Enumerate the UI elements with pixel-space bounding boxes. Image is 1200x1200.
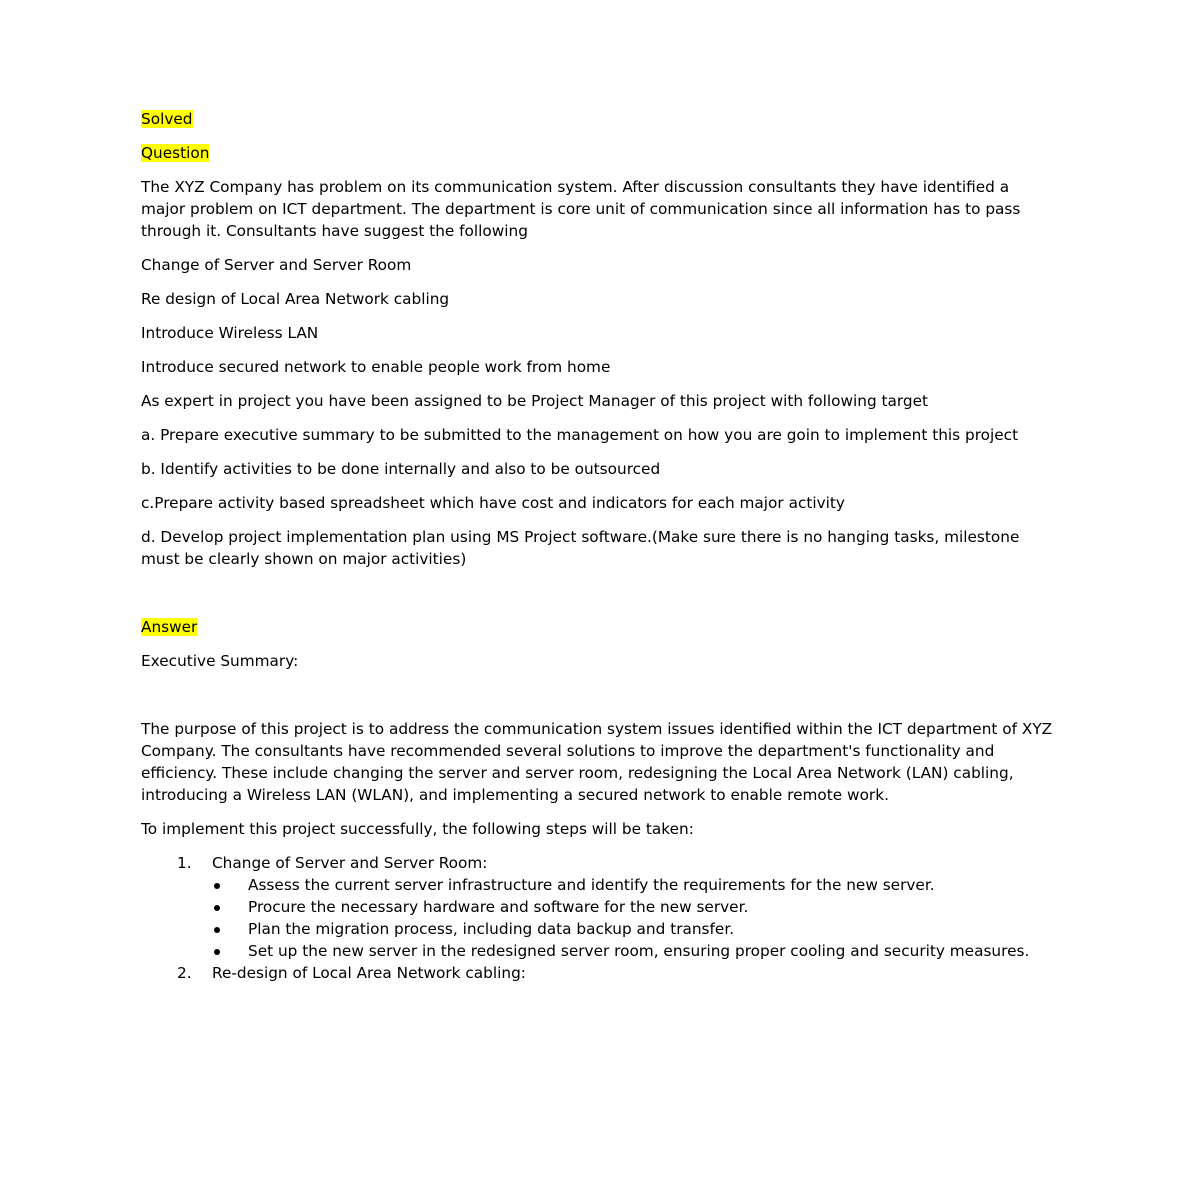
- bullet-item: [212, 940, 1056, 962]
- bullet-text: Assess the current server infrastructure and identify the requirements for the new server.: [248, 876, 935, 894]
- spacer: [141, 582, 1056, 616]
- step-title: Re-design of Local Area Network cabling:: [212, 964, 526, 982]
- bullet-icon: [214, 883, 220, 889]
- step-item: [141, 962, 1056, 984]
- purpose-paragraph: The purpose of this project is to address the communication system issues identified within the ICT department of XYZ Company. The consultants have recommended several solutions to improve the department's functionality and efficiency. These include changing the server and server room, redesigning the Local Area Network (LAN) cabling, introducing a Wireless LAN (WLAN), and implementing a secured network to enable remote work.: [141, 720, 1053, 804]
- bullet-text: Plan the migration process, including data backup and transfer.: [248, 920, 735, 938]
- suggestion-item: Introduce Wireless LAN: [141, 324, 319, 342]
- suggestion-item: Change of Server and Server Room: [141, 256, 412, 274]
- question-label-line: [141, 142, 1056, 164]
- step-number: 1.: [177, 854, 192, 872]
- target-item: c.Prepare activity based spreadsheet which have cost and indicators for each major activity: [141, 494, 845, 512]
- bullet-text: Set up the new server in the redesigned server room, ensuring proper cooling and security measures.: [248, 942, 1030, 960]
- bullet-item: [212, 918, 1056, 940]
- answer-label: Answer: [141, 618, 198, 636]
- bullet-icon: [214, 927, 220, 933]
- bullet-item: [212, 896, 1056, 918]
- step-number: 2.: [177, 964, 192, 982]
- bullet-item: [212, 874, 1056, 896]
- solved-label-line: [141, 108, 1056, 130]
- target-item: a. Prepare executive summary to be submitted to the management on how you are goin to implement this project: [141, 426, 1019, 444]
- step-title: Change of Server and Server Room:: [212, 854, 488, 872]
- step-item: [141, 852, 1056, 962]
- question-label: Question: [141, 144, 210, 162]
- document-page: [141, 108, 1056, 984]
- spacer: [141, 684, 1056, 718]
- suggestion-item: Re design of Local Area Network cabling: [141, 290, 450, 308]
- answer-label-line: [141, 616, 1056, 638]
- question-intro: The XYZ Company has problem on its communication system. After discussion consultants they have identified a major problem on ICT department. The department is core unit of communication since all information has to pass through it. Consultants have suggest the following: [141, 178, 1021, 240]
- executive-summary-heading: Executive Summary:: [141, 652, 299, 670]
- bullet-icon: [214, 949, 220, 955]
- bullet-text: Procure the necessary hardware and software for the new server.: [248, 898, 749, 916]
- steps-intro: To implement this project successfully, the following steps will be taken:: [141, 820, 694, 838]
- steps-list: [141, 852, 1056, 984]
- assignment-text: As expert in project you have been assigned to be Project Manager of this project with following target: [141, 392, 929, 410]
- target-item: d. Develop project implementation plan using MS Project software.(Make sure there is no hanging tasks, milestone must be clearly shown on major activities): [141, 528, 1020, 568]
- solved-label: Solved: [141, 110, 193, 128]
- suggestion-item: Introduce secured network to enable people work from home: [141, 358, 611, 376]
- step-bullets: [212, 874, 1056, 962]
- target-item: b. Identify activities to be done internally and also to be outsourced: [141, 460, 661, 478]
- bullet-icon: [214, 905, 220, 911]
